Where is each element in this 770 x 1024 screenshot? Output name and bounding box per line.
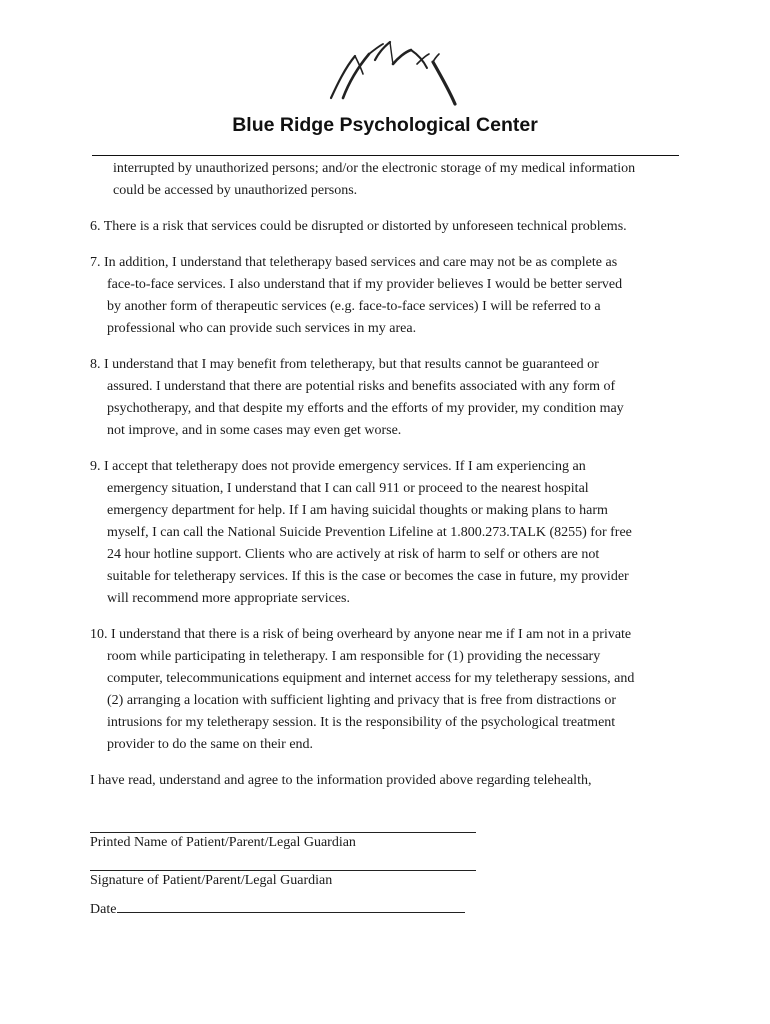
- logo-stroke: [433, 62, 455, 104]
- text-line: 8. I understand that I may benefit from teletherapy, but that results cannot be guaranteed or: [90, 357, 599, 372]
- signature-line[interactable]: [90, 870, 476, 871]
- text-line: 7. In addition, I understand that teletherapy based services and care may not be as complete as: [90, 255, 618, 270]
- text-line: intrusions for my teletherapy session. It is the responsibility of the psychological treatment: [107, 715, 616, 730]
- text-line: 9. I accept that teletherapy does not provide emergency services. If I am experiencing an: [90, 459, 586, 474]
- logo-stroke: [411, 50, 427, 68]
- consent-item-7: [90, 252, 690, 340]
- printed-name-label: Printed Name of Patient/Parent/Legal Guardian: [90, 835, 356, 850]
- signature-field[interactable]: [90, 870, 476, 889]
- text-line: room while participating in teletherapy. I am responsible for (1) providing the necessary: [107, 649, 601, 664]
- text-line: emergency department for help. If I am having suicidal thoughts or making plans to harm: [107, 503, 608, 518]
- logo-stroke: [390, 42, 393, 64]
- logo-stroke: [433, 54, 439, 62]
- consent-item-6: [90, 216, 690, 238]
- text-line: 24 hour hotline support. Clients who are actively at risk of harm to self or others are not: [107, 547, 600, 562]
- text-line: assured. I understand that there are potential risks and benefits associated with any form of: [107, 379, 616, 394]
- text-line: (2) arranging a location with sufficient lighting and privacy that is free from distractions or: [107, 693, 617, 708]
- text-line: by another form of therapeutic services (e.g. face-to-face services) I will be referred to a: [107, 299, 601, 314]
- text-line: 6. There is a risk that services could be disrupted or distorted by unforeseen technical problems.: [90, 219, 627, 234]
- logo-stroke: [331, 56, 355, 98]
- text-line: will recommend more appropriate services.: [107, 591, 350, 606]
- text-line: interrupted by unauthorized persons; and/or the electronic storage of my medical information: [113, 161, 636, 176]
- consent-item-8: [90, 354, 690, 442]
- text-line: computer, telecommunications equipment and internet access for my teletherapy sessions, and: [107, 671, 635, 686]
- printed-name-line[interactable]: [90, 832, 476, 833]
- text-line: could be accessed by unauthorized persons.: [113, 183, 358, 198]
- text-line: suitable for teletherapy services. If this is the case or becomes the case in future, my provider: [107, 569, 629, 584]
- agreement-statement: I have read, understand and agree to the information provided above regarding telehealth,: [90, 773, 592, 788]
- text-line: provider to do the same on their end.: [107, 737, 314, 752]
- continued-paragraph: [90, 158, 690, 202]
- header-divider: [92, 155, 679, 156]
- text-line: 10. I understand that there is a risk of being overheard by anyone near me if I am not in a private: [90, 627, 632, 642]
- consent-item-9: [90, 456, 690, 610]
- text-line: face-to-face services. I also understand that if my provider believes I would be better served: [107, 277, 623, 292]
- text-line: not improve, and in some cases may even get worse.: [107, 423, 402, 438]
- text-line: emergency situation, I understand that I can call 911 or proceed to the nearest hospital: [107, 481, 589, 496]
- logo-stroke: [343, 54, 369, 98]
- logo-stroke: [393, 50, 411, 64]
- date-field[interactable]: [90, 898, 465, 918]
- printed-name-field[interactable]: [90, 832, 476, 851]
- text-line: professional who can provide such services in my area.: [107, 321, 417, 336]
- signature-label: Signature of Patient/Parent/Legal Guardian: [90, 873, 333, 888]
- organization-title: Blue Ridge Psychological Center: [232, 114, 538, 136]
- mountain-logo: [325, 40, 460, 108]
- date-label: Date: [90, 902, 117, 917]
- consent-body: [90, 158, 690, 804]
- date-line[interactable]: [117, 898, 465, 913]
- text-line: psychotherapy, and that despite my efforts and the efforts of my provider, my condition may: [107, 401, 624, 416]
- text-line: myself, I can call the National Suicide Prevention Lifeline at 1.800.273.TALK (8255) for free: [107, 525, 632, 540]
- consent-item-10: [90, 624, 690, 756]
